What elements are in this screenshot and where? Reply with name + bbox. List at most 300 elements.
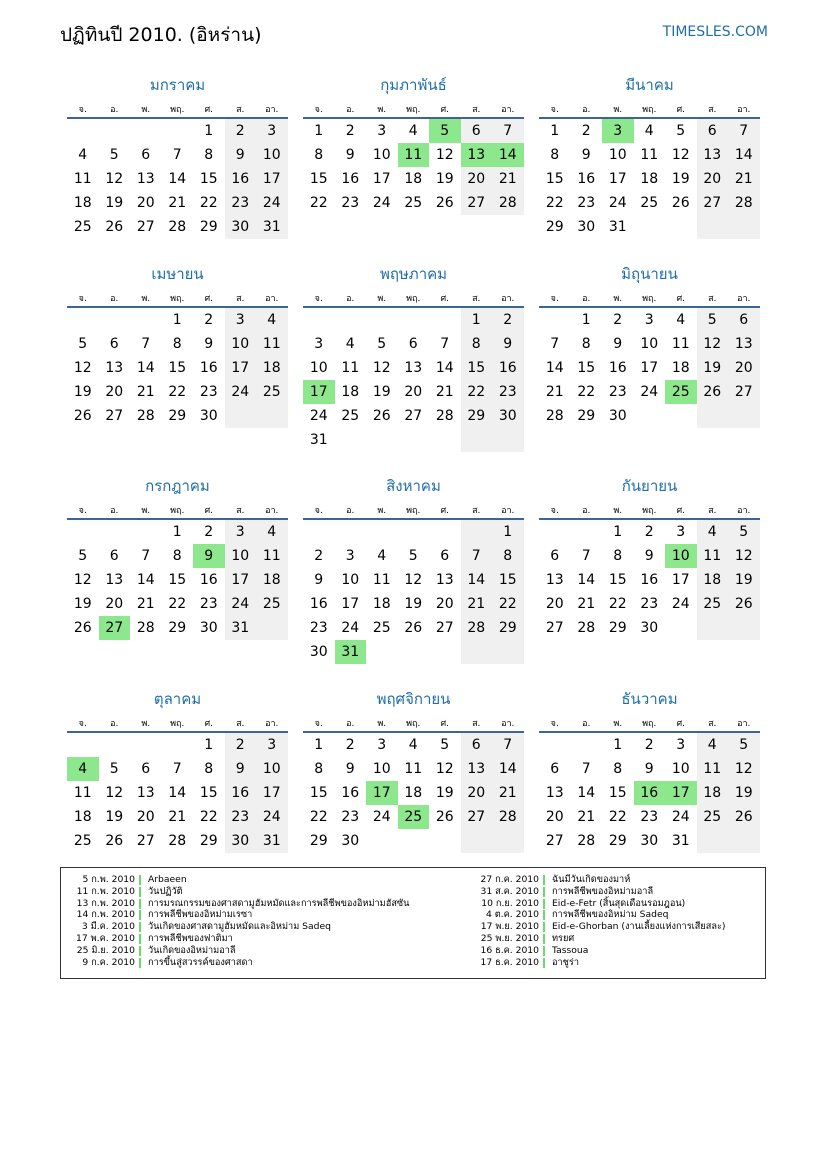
day-cell[interactable]: 8 [172,336,182,352]
day-cell[interactable]: 15 [309,785,328,801]
day-cell[interactable]: 20 [435,596,454,612]
day-cell[interactable]: 24 [225,380,257,404]
day-cell[interactable]: 7 [581,761,591,777]
day-cell[interactable]: 1 [172,312,182,328]
day-cell[interactable]: 15 [309,171,328,187]
day-cell[interactable]: 26 [728,592,760,616]
day-cell[interactable]: 29 [608,833,627,849]
day-cell[interactable]: 14 [136,360,155,376]
day-cell[interactable]: 24 [341,620,360,636]
day-cell[interactable]: 3 [676,524,686,540]
day-cell[interactable]: 13 [105,572,124,588]
day-cell[interactable]: 23 [577,195,596,211]
day-cell[interactable]: 19 [105,809,124,825]
day-cell[interactable]: 18 [372,596,391,612]
day-cell[interactable]: 27 [136,833,155,849]
day-cell[interactable]: 23 [640,809,659,825]
day-cell[interactable]: 24 [256,191,288,215]
day-cell[interactable]: 6 [408,336,418,352]
day-cell[interactable]: 24 [640,384,659,400]
day-cell[interactable]: 6 [141,147,151,163]
day-cell[interactable]: 12 [105,171,124,187]
day-cell[interactable]: 9 [345,147,355,163]
day-cell[interactable]: 2 [204,524,214,540]
day-cell[interactable]: 27 [404,408,423,424]
day-cell[interactable]: 25 [341,408,360,424]
day-cell[interactable]: 26 [697,380,729,404]
day-cell[interactable]: 8 [461,332,493,356]
day-cell[interactable]: 5 [78,548,88,564]
day-cell[interactable]: 13 [461,143,493,167]
day-cell[interactable]: 22 [608,809,627,825]
day-cell[interactable]: 24 [309,408,328,424]
day-cell[interactable]: 17 [225,356,257,380]
day-cell[interactable]: 18 [404,171,423,187]
day-cell[interactable]: 5 [377,336,387,352]
day-cell[interactable]: 16 [341,785,360,801]
day-cell[interactable]: 17 [372,171,391,187]
day-cell[interactable]: 29 [199,219,218,235]
day-cell[interactable]: 23 [341,195,360,211]
day-cell[interactable]: 1 [492,520,524,544]
day-cell[interactable]: 25 [372,620,391,636]
day-cell[interactable]: 30 [640,833,659,849]
day-cell[interactable]: 22 [492,592,524,616]
day-cell[interactable]: 19 [697,356,729,380]
day-cell[interactable]: 7 [492,733,524,757]
day-cell[interactable]: 10 [225,332,257,356]
day-cell[interactable]: 17 [671,572,690,588]
day-cell[interactable]: 7 [172,147,182,163]
day-cell[interactable]: 24 [225,592,257,616]
day-cell[interactable]: 26 [73,408,92,424]
day-cell[interactable]: 11 [404,761,423,777]
day-cell[interactable]: 20 [697,167,729,191]
day-cell[interactable]: 2 [644,524,654,540]
day-cell[interactable]: 20 [728,356,760,380]
day-cell[interactable]: 25 [640,195,659,211]
day-cell[interactable]: 7 [141,336,151,352]
day-cell[interactable]: 29 [309,833,328,849]
day-cell[interactable]: 3 [256,733,288,757]
day-cell[interactable]: 2 [225,119,257,143]
day-cell[interactable]: 17 [256,781,288,805]
day-cell[interactable]: 9 [225,143,257,167]
day-cell[interactable]: 6 [697,119,729,143]
day-cell[interactable]: 10 [671,761,690,777]
day-cell[interactable]: 9 [644,548,654,564]
day-cell[interactable]: 11 [341,360,360,376]
day-cell[interactable]: 9 [581,147,591,163]
day-cell[interactable]: 2 [204,312,214,328]
day-cell[interactable]: 10 [256,757,288,781]
day-cell[interactable]: 14 [435,360,454,376]
day-cell[interactable]: 22 [608,596,627,612]
day-cell[interactable]: 12 [671,147,690,163]
day-cell[interactable]: 7 [581,548,591,564]
day-cell[interactable]: 16 [309,596,328,612]
day-cell[interactable]: 13 [461,757,493,781]
day-cell[interactable]: 17 [640,360,659,376]
day-cell[interactable]: 7 [172,761,182,777]
day-cell[interactable]: 24 [671,596,690,612]
day-cell[interactable]: 6 [550,548,560,564]
day-cell[interactable]: 22 [545,195,564,211]
day-cell[interactable]: 13 [136,171,155,187]
day-cell[interactable]: 23 [225,805,257,829]
day-cell[interactable]: 22 [199,195,218,211]
day-cell[interactable]: 28 [168,833,187,849]
day-cell[interactable]: 29 [608,620,627,636]
day-cell[interactable]: 27 [435,620,454,636]
day-cell[interactable]: 20 [545,809,564,825]
day-cell[interactable]: 30 [577,219,596,235]
day-cell[interactable]: 14 [168,785,187,801]
day-cell[interactable]: 25 [256,380,288,404]
day-cell[interactable]: 4 [408,737,418,753]
day-cell[interactable]: 17 [225,568,257,592]
day-cell[interactable]: 11 [73,171,92,187]
day-cell[interactable]: 15 [168,572,187,588]
day-cell[interactable]: 16 [199,572,218,588]
day-cell[interactable]: 29 [168,408,187,424]
day-cell[interactable]: 6 [461,119,493,143]
day-cell[interactable]: 11 [256,544,288,568]
day-cell[interactable]: 2 [345,123,355,139]
day-cell[interactable]: 10 [225,544,257,568]
day-cell[interactable]: 11 [671,336,690,352]
day-cell[interactable]: 28 [577,833,596,849]
day-cell[interactable]: 28 [461,616,493,640]
day-cell[interactable]: 28 [728,191,760,215]
day-cell[interactable]: 19 [105,195,124,211]
day-cell[interactable]: 26 [372,408,391,424]
day-cell[interactable]: 9 [204,336,214,352]
day-cell[interactable]: 20 [404,384,423,400]
day-cell[interactable]: 14 [545,360,564,376]
day-cell[interactable]: 27 [99,616,131,640]
day-cell[interactable]: 2 [225,733,257,757]
day-cell[interactable]: 22 [461,380,493,404]
day-cell[interactable]: 2 [581,123,591,139]
day-cell[interactable]: 26 [73,620,92,636]
day-cell[interactable]: 23 [225,191,257,215]
day-cell[interactable]: 2 [644,737,654,753]
day-cell[interactable]: 25 [697,805,729,829]
day-cell[interactable]: 3 [345,548,355,564]
day-cell[interactable]: 21 [577,809,596,825]
day-cell[interactable]: 16 [225,167,257,191]
day-cell[interactable]: 22 [577,384,596,400]
day-cell[interactable]: 18 [73,195,92,211]
day-cell[interactable]: 5 [676,123,686,139]
day-cell[interactable]: 27 [697,191,729,215]
day-cell[interactable]: 20 [461,781,493,805]
day-cell[interactable]: 31 [256,215,288,239]
day-cell[interactable]: 16 [225,781,257,805]
day-cell[interactable]: 16 [634,781,666,805]
day-cell[interactable]: 13 [435,572,454,588]
day-cell[interactable]: 9 [225,757,257,781]
day-cell[interactable]: 16 [492,356,524,380]
day-cell[interactable]: 13 [404,360,423,376]
day-cell[interactable]: 16 [640,572,659,588]
day-cell[interactable]: 13 [545,572,564,588]
day-cell[interactable]: 21 [461,592,493,616]
day-cell[interactable]: 9 [644,761,654,777]
day-cell[interactable]: 14 [577,572,596,588]
day-cell[interactable]: 2 [492,308,524,332]
day-cell[interactable]: 29 [168,620,187,636]
day-cell[interactable]: 28 [435,408,454,424]
day-cell[interactable]: 21 [492,781,524,805]
day-cell[interactable]: 19 [435,171,454,187]
day-cell[interactable]: 8 [314,761,324,777]
day-cell[interactable]: 30 [199,408,218,424]
day-cell[interactable]: 10 [372,761,391,777]
day-cell[interactable]: 22 [168,596,187,612]
day-cell[interactable]: 17 [303,380,335,404]
day-cell[interactable]: 6 [141,761,151,777]
day-cell[interactable]: 5 [408,548,418,564]
day-cell[interactable]: 21 [492,167,524,191]
day-cell[interactable]: 24 [671,809,690,825]
day-cell[interactable]: 21 [577,596,596,612]
day-cell[interactable]: 5 [728,733,760,757]
day-cell[interactable]: 24 [256,805,288,829]
day-cell[interactable]: 20 [105,384,124,400]
day-cell[interactable]: 5 [109,147,119,163]
day-cell[interactable]: 2 [613,312,623,328]
day-cell[interactable]: 30 [640,620,659,636]
day-cell[interactable]: 31 [608,219,627,235]
day-cell[interactable]: 20 [461,167,493,191]
day-cell[interactable]: 1 [204,123,214,139]
day-cell[interactable]: 18 [256,356,288,380]
day-cell[interactable]: 25 [256,592,288,616]
day-cell[interactable]: 28 [168,219,187,235]
day-cell[interactable]: 20 [105,596,124,612]
day-cell[interactable]: 21 [136,384,155,400]
day-cell[interactable]: 8 [204,761,214,777]
day-cell[interactable]: 7 [728,119,760,143]
day-cell[interactable]: 10 [608,147,627,163]
day-cell[interactable]: 27 [545,833,564,849]
day-cell[interactable]: 1 [613,737,623,753]
day-cell[interactable]: 26 [435,809,454,825]
day-cell[interactable]: 23 [309,620,328,636]
day-cell[interactable]: 15 [461,356,493,380]
day-cell[interactable]: 8 [492,544,524,568]
day-cell[interactable]: 3 [256,119,288,143]
day-cell[interactable]: 21 [136,596,155,612]
day-cell[interactable]: 27 [728,380,760,404]
day-cell[interactable]: 2 [345,737,355,753]
day-cell[interactable]: 8 [314,147,324,163]
day-cell[interactable]: 4 [697,733,729,757]
day-cell[interactable]: 21 [168,809,187,825]
day-cell[interactable]: 17 [341,596,360,612]
day-cell[interactable]: 6 [440,548,450,564]
day-cell[interactable]: 28 [577,620,596,636]
day-cell[interactable]: 8 [204,147,214,163]
day-cell[interactable]: 13 [545,785,564,801]
day-cell[interactable]: 15 [168,360,187,376]
day-cell[interactable]: 23 [640,596,659,612]
day-cell[interactable]: 30 [199,620,218,636]
day-cell[interactable]: 23 [199,384,218,400]
day-cell[interactable]: 12 [697,332,729,356]
day-cell[interactable]: 25 [665,380,697,404]
day-cell[interactable]: 22 [168,384,187,400]
day-cell[interactable]: 4 [67,757,99,781]
day-cell[interactable]: 21 [435,384,454,400]
day-cell[interactable]: 5 [78,336,88,352]
day-cell[interactable]: 3 [377,123,387,139]
day-cell[interactable]: 4 [644,123,654,139]
day-cell[interactable]: 16 [608,360,627,376]
day-cell[interactable]: 22 [199,809,218,825]
day-cell[interactable]: 5 [440,737,450,753]
day-cell[interactable]: 13 [136,785,155,801]
day-cell[interactable]: 17 [256,167,288,191]
day-cell[interactable]: 31 [309,432,328,448]
day-cell[interactable]: 18 [697,781,729,805]
day-cell[interactable]: 19 [728,568,760,592]
day-cell[interactable]: 19 [404,596,423,612]
day-cell[interactable]: 11 [640,147,659,163]
day-cell[interactable]: 1 [204,737,214,753]
day-cell[interactable]: 22 [309,809,328,825]
day-cell[interactable]: 31 [256,829,288,853]
day-cell[interactable]: 6 [109,336,119,352]
day-cell[interactable]: 4 [345,336,355,352]
day-cell[interactable]: 8 [172,548,182,564]
day-cell[interactable]: 15 [492,568,524,592]
day-cell[interactable]: 6 [461,733,493,757]
day-cell[interactable]: 29 [545,219,564,235]
day-cell[interactable]: 25 [398,805,430,829]
day-cell[interactable]: 13 [728,332,760,356]
day-cell[interactable]: 8 [550,147,560,163]
day-cell[interactable]: 18 [341,384,360,400]
day-cell[interactable]: 31 [335,640,367,664]
day-cell[interactable]: 11 [697,757,729,781]
day-cell[interactable]: 17 [366,781,398,805]
day-cell[interactable]: 1 [314,123,324,139]
day-cell[interactable]: 3 [676,737,686,753]
day-cell[interactable]: 14 [492,143,524,167]
day-cell[interactable]: 26 [435,195,454,211]
day-cell[interactable]: 26 [671,195,690,211]
day-cell[interactable]: 30 [341,833,360,849]
day-cell[interactable]: 16 [199,360,218,376]
day-cell[interactable]: 26 [105,833,124,849]
day-cell[interactable]: 25 [73,833,92,849]
day-cell[interactable]: 3 [314,336,324,352]
day-cell[interactable]: 15 [608,572,627,588]
day-cell[interactable]: 10 [640,336,659,352]
day-cell[interactable]: 1 [550,123,560,139]
day-cell[interactable]: 3 [225,308,257,332]
day-cell[interactable]: 10 [665,544,697,568]
day-cell[interactable]: 8 [613,548,623,564]
day-cell[interactable]: 12 [73,572,92,588]
day-cell[interactable]: 26 [728,805,760,829]
day-cell[interactable]: 21 [728,167,760,191]
day-cell[interactable]: 18 [671,360,690,376]
day-cell[interactable]: 5 [697,308,729,332]
day-cell[interactable]: 15 [577,360,596,376]
day-cell[interactable]: 29 [492,616,524,640]
day-cell[interactable]: 13 [697,143,729,167]
day-cell[interactable]: 14 [461,568,493,592]
day-cell[interactable]: 4 [377,548,387,564]
day-cell[interactable]: 15 [199,171,218,187]
day-cell[interactable]: 2 [314,548,324,564]
day-cell[interactable]: 19 [73,596,92,612]
day-cell[interactable]: 26 [404,620,423,636]
day-cell[interactable]: 23 [341,809,360,825]
day-cell[interactable]: 6 [728,308,760,332]
day-cell[interactable]: 15 [545,171,564,187]
day-cell[interactable]: 16 [577,171,596,187]
day-cell[interactable]: 8 [613,761,623,777]
day-cell[interactable]: 12 [435,761,454,777]
day-cell[interactable]: 24 [372,195,391,211]
day-cell[interactable]: 28 [545,408,564,424]
day-cell[interactable]: 11 [398,143,430,167]
day-cell[interactable]: 14 [136,572,155,588]
day-cell[interactable]: 1 [461,308,493,332]
day-cell[interactable]: 3 [377,737,387,753]
day-cell[interactable]: 18 [256,568,288,592]
day-cell[interactable]: 12 [73,360,92,376]
day-cell[interactable]: 31 [225,616,257,640]
day-cell[interactable]: 30 [309,644,328,660]
day-cell[interactable]: 29 [461,404,493,428]
day-cell[interactable]: 30 [225,215,257,239]
day-cell[interactable]: 3 [644,312,654,328]
day-cell[interactable]: 30 [225,829,257,853]
day-cell[interactable]: 4 [78,147,88,163]
day-cell[interactable]: 10 [256,143,288,167]
day-cell[interactable]: 27 [545,620,564,636]
day-cell[interactable]: 7 [141,548,151,564]
day-cell[interactable]: 6 [550,761,560,777]
day-cell[interactable]: 5 [109,761,119,777]
day-cell[interactable]: 17 [608,171,627,187]
day-cell[interactable]: 25 [697,592,729,616]
day-cell[interactable]: 29 [577,408,596,424]
brand-link[interactable]: TIMESLES.COM [662,24,768,40]
day-cell[interactable]: 27 [136,219,155,235]
day-cell[interactable]: 9 [193,544,225,568]
day-cell[interactable]: 19 [73,384,92,400]
day-cell[interactable]: 27 [461,805,493,829]
day-cell[interactable]: 27 [105,408,124,424]
day-cell[interactable]: 12 [105,785,124,801]
day-cell[interactable]: 9 [492,332,524,356]
day-cell[interactable]: 30 [492,404,524,428]
day-cell[interactable]: 13 [105,360,124,376]
day-cell[interactable]: 11 [256,332,288,356]
day-cell[interactable]: 10 [372,147,391,163]
day-cell[interactable]: 19 [728,781,760,805]
day-cell[interactable]: 1 [172,524,182,540]
day-cell[interactable]: 19 [435,785,454,801]
day-cell[interactable]: 1 [613,524,623,540]
